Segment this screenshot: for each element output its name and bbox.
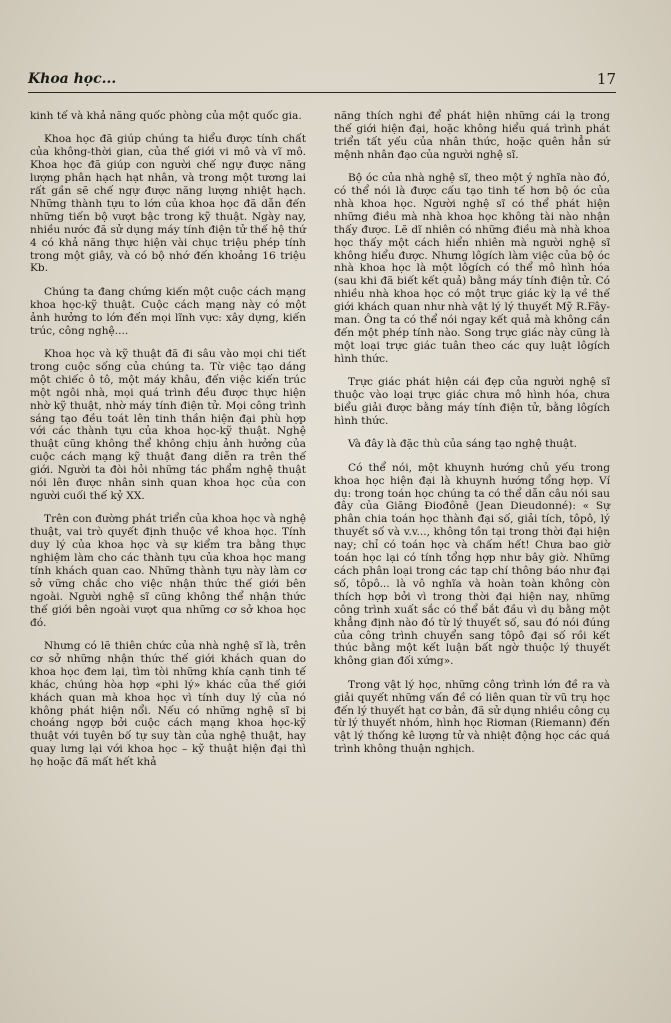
paragraph: Nhưng có lẽ thiên chức của nhà nghệ sĩ là, trên cơ sở những nhận thức thế giới khách quan do khoa học đem lại, tìm tòi những khía cạnh tinh tế khác, chúng hòa hợp «phi lý» khác của thế giới khách quan mà khoa học vì tính duy lý của nó không phát hiện nổi. Nếu có những nghệ sĩ bị choáng ngợp bởi cuộc cách mạng khoa học-kỹ thuật với tuyên bố tự suy tàn của nghệ thuật, hay quay lưng lại với khoa học – kỹ thuật hiện đại thì họ hoặc đã mất hết khả: [30, 640, 306, 769]
paragraph: Trong vật lý học, những công trình lớn đề ra và giải quyết những vấn đề có liên quan từ vũ trụ học đến lý thuyết hạt cơ bản, đã sử dụng nhiều công cụ từ lý thuyết nhóm, hình học Riơman (Riemann) đến vật lý thống kê lượng tử và nhiệt động học các quá trình không thuận nghịch.: [334, 678, 610, 756]
paragraph: Khoa học và kỹ thuật đã đi sâu vào mọi chi tiết trong cuộc sống của chúng ta. Từ việc tạo dáng một chiếc ô tô, một máy khâu, đến việc kiến trúc một ngôi nhà, mọi quá trình đều được thực hiện nhờ kỹ thuật, nhờ máy tính điện tử. Mọi công trình sáng tạo đều toát lên tinh thần hiện đại phù hợp với các thành tựu của khoa học-kỹ thuật. Nghệ thuật cũng không thể không chịu ảnh hưởng của cuộc cách mạng kỹ thuật đang diễn ra trên thế giới. Người ta đòi hỏi những tác phẩm nghệ thuật nói lên được nhân sinh quan khoa học của con người cuối thế kỷ XX.: [30, 348, 306, 502]
running-title: Khoa học...: [28, 71, 117, 87]
paragraph: năng thích nghi để phát hiện những cái lạ trong thế giới hiện đại, hoặc không hiểu quá trình phát triển tất yếu của nhân thức, hoặc quên hẳn sứ mệnh nhân đạo của người nghệ sĩ.: [334, 110, 610, 161]
page-number: 17: [596, 70, 616, 88]
right-column: [334, 110, 610, 767]
running-header: [28, 70, 616, 93]
paragraph: kinh tế và khả năng quốc phòng của một quốc gia.: [30, 110, 302, 122]
paragraph: Có thể nói, một khuynh hướng chủ yếu trong khoa học hiện đại là khuynh hướng tổng hợp. Ví dụ: trong toán học chúng ta có thể dẫn câu nói sau đây của Giăng Điođônê (Jean Dieudonné): « Sự phân chia toán học thành đại số, giải tích, tôpô, lý thuyết số và v.v..., không tồn tại trong thời đại hiện nay; chỉ có toán học và chấm hết! Chưa bao giờ toán học lại có tính tổng hợp như bây giờ. Những cách phân loại trong các tạp chí thông báo như đại số, tôpô... là vô nghĩa và hoàn toàn không còn thích hợp bởi vì trong thời đại hiện nay, những công trình xuất sắc có thể bắt đầu vì dụ bằng một khẳng định nào đó từ lý thuyết số, sau đó nói đúng của công trình chuyển sang tôpô đại số rồi kết thúc bằng một kết luận bất ngờ thuộc lý thuyết không gian đối xứng».: [334, 461, 610, 668]
paragraph: Bộ óc của nhà nghệ sĩ, theo một ý nghĩa nào đó, có thể nói là được cấu tạo tinh tế hơn bộ óc của nhà khoa học. Người nghệ sĩ có thể phát hiện những điều mà nhà khoa học không tài nào nhận thấy được. Lẽ dĩ nhiên có những điều mà nhà khoa học thấy một cách hiển nhiên mà người nghệ sĩ không hiểu được. Nhưng lôgích làm việc của bộ óc nhà khoa học là một lôgích có thể mô hình hóa (sau khi đã biết kết quả) bằng máy tính điện tử. Có nhiều nhà khoa học có một trực giác kỳ lạ về thế giới khách quan như nhà vật lý lý thuyết Mỹ R.Fây-man. Ông ta có thể nói ngay kết quả mà không cần đến một phép tính nào. Song trực giác này cũng là một loại trực giác tuân theo các quy luật lôgích hình thức.: [334, 172, 610, 365]
paragraph: Trực giác phát hiện cái đẹp của người nghệ sĩ thuộc vào loại trực giác chưa mô hình hóa, chưa biểu giải được bằng máy tính điện tử, bằng lôgích hình thức.: [334, 376, 610, 427]
paragraph: Chúng ta đang chứng kiến một cuộc cách mạng khoa học-kỹ thuật. Cuộc cách mạng này có một ảnh hưởng to lớn đến mọi lĩnh vực: xây dựng, kiến trúc, công nghệ....: [30, 285, 306, 337]
paragraph: Và đây là đặc thù của sáng tạo nghệ thuật.: [348, 438, 577, 451]
paragraph: Khoa học đã giúp chúng ta hiểu được tính chất của không-thời gian, của thế giới vi mô và vĩ mô. Khoa học đã giúp con người chế ngự được năng lượng phân hạch hạt nhân, và trong một tương lai rất gần sẽ chế ngự được năng lượng nhiệt hạch. Những thành tựu to lớn của khoa học đã dẫn đến những tiến bộ vượt bậc trong kỹ thuật. Ngày nay, nhiều nước đã sử dụng máy tính điện tử thế hệ thứ 4 có khả năng thực hiện vài chục triệu phép tính trong một giây, và có bộ nhớ đến khoảng 16 triệu Kb.: [30, 133, 306, 275]
paragraph: Trên con đường phát triển của khoa học và nghệ thuật, vai trò quyết định thuộc về khoa học. Tính duy lý của khoa học và sự kiểm tra bằng thực nghiệm làm cho các thành tựu của khoa học mang tính khách quan cao. Những thành tựu này làm cơ sở vững chắc cho việc nhận thức thế giới bên ngoài. Người nghệ sĩ cũng không thể nhận thức thế giới bên ngoài vượt qua những cơ sở khoa học đó.: [30, 513, 306, 629]
left-column: [30, 110, 306, 780]
